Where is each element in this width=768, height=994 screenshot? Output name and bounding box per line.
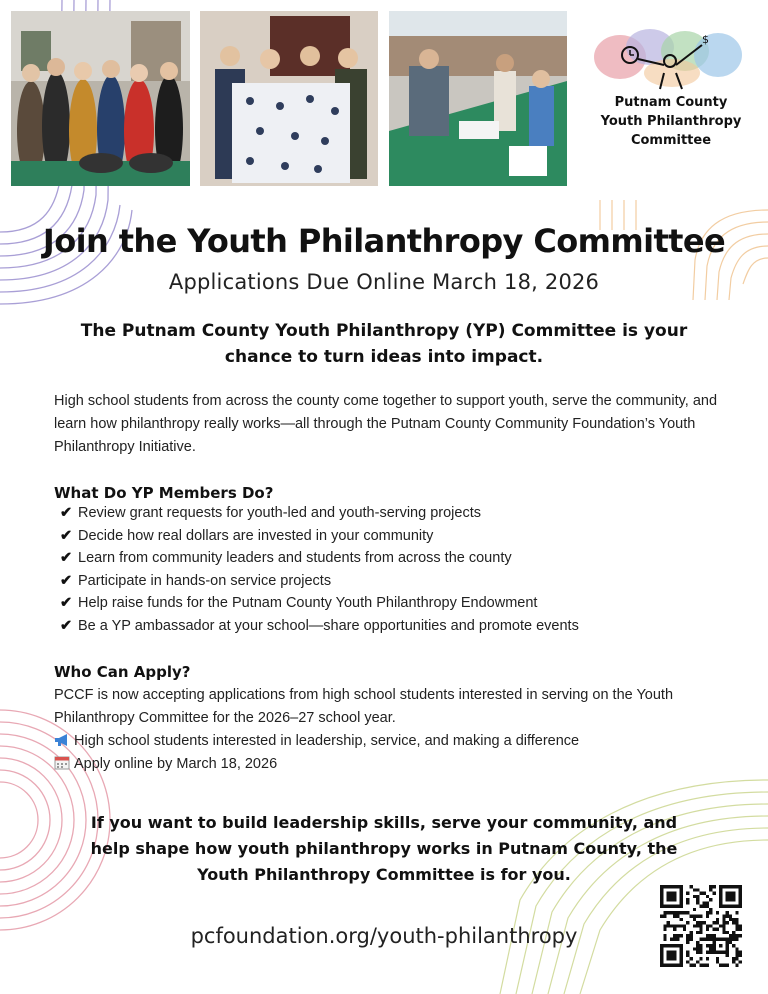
ypc-logo [590,25,752,175]
duty-text: Help raise funds for the Putnam County Youth Philanthropy Endowment [78,595,538,612]
applications-due-subtitle: Applications Due Online March 18, 2026 [168,270,600,294]
check-icon: ✔ [60,617,73,634]
who-can-apply-heading: Who Can Apply? [54,663,191,681]
svg-text:$: $ [702,33,709,46]
megaphone-icon [54,733,71,747]
duty-text: Decide how real dollars are invested in your community [78,527,434,544]
lead-statement: The Putnam County Youth Philanthropy (YP) Committee is your chance to turn ideas into impact. [80,321,688,367]
check-icon: ✔ [60,505,73,521]
logo-line-2: Youth Philanthropy [600,114,742,129]
page-title: Join the Youth Philanthropy Committee [42,222,726,260]
check-icon: ✔ [60,527,73,544]
duties-list [60,505,579,641]
check-icon: ✔ [60,572,73,589]
apply-bullet-1: High school students interested in leadership, service, and making a difference [74,733,580,749]
photo-students-halloween [11,11,190,186]
apply-bullet-2: Apply online by March 18, 2026 [74,756,278,772]
list-item [54,753,734,776]
list-item [60,618,579,641]
duty-text: Learn from community leaders and students from across the county [78,550,512,567]
closing-statement: If you want to build leadership skills, serve your community, and help shape how youth philanthropy works in Putnam County, the Youth Philanthropy Committee is for you. [90,813,678,884]
qr-code[interactable] [660,885,742,967]
calendar-icon [54,756,71,770]
photo-students-blanket [200,11,378,186]
check-icon: ✔ [60,550,73,567]
who-can-apply-section [54,684,734,776]
list-item [60,573,579,596]
list-item [60,528,579,551]
list-item [60,505,579,528]
list-item [60,550,579,573]
apply-paragraph: PCCF is now accepting applications from high school students interested in serving on the Youth Philanthropy Committee for the 2026–27 school year. [54,687,674,726]
duty-text: Review grant requests for youth-led and youth-serving projects [78,505,481,521]
photo-service-table [389,11,567,186]
logo-text [590,93,752,150]
duty-text: Be a YP ambassador at your school—share opportunities and promote events [78,617,579,634]
intro-paragraph: High school students from across the county come together to support youth, serve the community, and learn how philanthropy really works—all through the Putnam County Community Foundation’s Youth Philanthropy Initiative. [54,393,718,455]
logo-line-1: Putnam County [614,95,728,110]
duties-heading: What Do YP Members Do? [54,484,274,502]
duty-text: Participate in hands-on service projects [78,572,332,589]
list-item [60,595,579,618]
logo-line-3: Committee [630,133,712,148]
list-item [54,730,734,753]
website-url[interactable]: pcfoundation.org/youth-philanthropy [190,924,578,948]
check-icon: ✔ [60,595,73,612]
ypc-logo-mark [590,25,752,95]
